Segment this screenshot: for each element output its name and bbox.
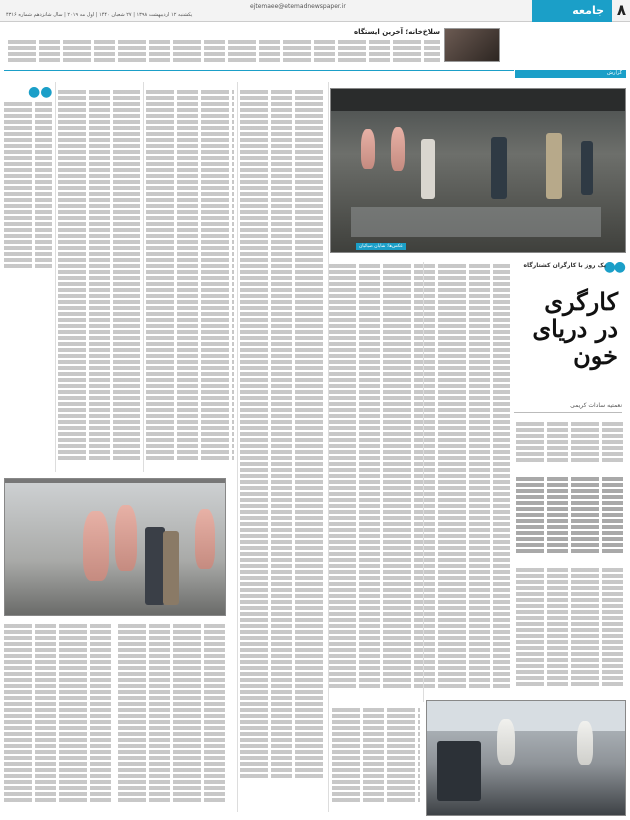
article-column-4: [4, 622, 112, 812]
byline-rule: [514, 412, 622, 413]
article-column-5: [118, 622, 226, 812]
story-kicker: یک روز با کارگران کشتارگاه: [523, 262, 606, 269]
dateline: یکشنبه ۱۲ اردیبهشت ۱۳۹۸ | ۲۷ شعبان ۱۴۴۰ | اول مه ۲۰۱۹ | سال شانزدهم شماره ۴۳۱۶: [6, 12, 193, 18]
lead-paragraph: [516, 475, 624, 561]
column-divider: [328, 82, 329, 812]
section-bar-label: گزارش: [606, 70, 622, 76]
column-divider: [55, 82, 56, 472]
teaser-photo: [444, 28, 500, 62]
article-column-right: [516, 420, 624, 470]
column-divider: [143, 82, 144, 472]
story-byline: نعمتیه سادات کریمی: [570, 402, 622, 409]
column-divider: [237, 82, 238, 812]
article-column-1: [58, 88, 140, 472]
carcass-photo: [4, 478, 226, 616]
section-label[interactable]: جامعه: [532, 0, 612, 22]
article-column-right-lower: [516, 566, 624, 696]
section-rule: [4, 70, 514, 71]
article-column-3: [240, 88, 326, 808]
article-column-2: [146, 88, 234, 472]
story-headline: کارگری در دریای خون: [532, 287, 618, 370]
quote-dots-icon: ●●: [603, 259, 624, 275]
article-column-6: [332, 706, 420, 812]
worker-photo: [426, 700, 626, 816]
photo-credit: عکس‌ها: شایان ضیائیان: [356, 243, 406, 250]
teaser-title: سلاخ‌خانه؛ آخرین ایستگاه: [353, 28, 440, 36]
intro-column: [328, 262, 510, 702]
teaser-text: [8, 38, 440, 64]
site-email[interactable]: ejtemaee@etemadnewspaper.ir: [250, 3, 346, 10]
quote-icon: ●●: [28, 84, 53, 100]
pull-quote: [4, 100, 52, 370]
column-divider: [423, 262, 424, 702]
page-number: ۸: [616, 1, 626, 19]
slaughterhouse-photo: [330, 88, 626, 253]
